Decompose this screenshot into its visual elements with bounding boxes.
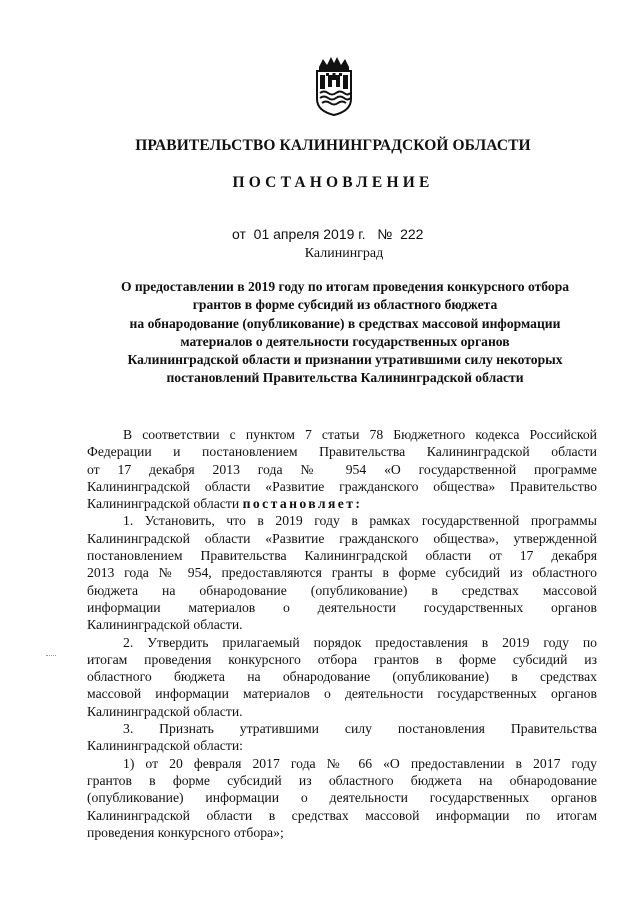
preamble-tail: Калининградской области (87, 496, 240, 512)
body-line: от 17 декабря 2013 года № 954 «О государственной программе (87, 461, 597, 477)
date-prefix: от (232, 226, 246, 242)
document-number: 222 (400, 226, 424, 242)
document-date-number (232, 226, 423, 242)
subject-line: на обнародование (опубликование) в средствах массовой информации (129, 315, 561, 331)
body-line: Калининградской области. (87, 617, 243, 633)
body-line: Калининградской области в средствах массовой информации по итогам (87, 807, 597, 823)
body-line: Калининградской области. (87, 703, 243, 719)
document-date: 01 апреля 2019 г. (253, 226, 366, 242)
body-line: информации материалов о деятельности государственных органов (87, 599, 597, 615)
document-type: ПОСТАНОВЛЕНИЕ (232, 174, 434, 191)
body-line: 2013 года № 954, предоставляются гранты в форме субсидий из областного (87, 565, 597, 581)
body-line: грантов в форме субсидий из областного бюджета на обнародование (87, 772, 597, 788)
resolves-keyword: постановляет: (242, 496, 363, 512)
margin-mark (46, 655, 56, 657)
subject-line: грантов в форме субсидий из областного бюджета (192, 297, 498, 313)
body-line: массовой информации материалов о деятельности государственных органов (87, 686, 597, 702)
body-line: Калининградской области «Развитие гражданского общества» Правительство (87, 478, 597, 494)
document-subject (80, 278, 610, 388)
body-line: бюджета на обнародование (опубликование) в средствах массовой (87, 582, 597, 598)
body-line: проведения конкурсного отбора»; (87, 824, 284, 840)
subject-line: материалов о деятельности государственных органов (180, 333, 510, 349)
kaliningrad-coat-of-arms-icon (311, 55, 357, 117)
body-line: (опубликование) информации о деятельности государственных органов (87, 790, 597, 806)
body-line: областного бюджета на обнародование (опубликование) в средствах (87, 669, 597, 685)
body-line: 1) от 20 февраля 2017 года № 66 «О предоставлении в 2017 году (123, 755, 597, 771)
body-line: Калининградской области «Развитие гражданского общества», утвержденной (87, 530, 597, 546)
document-body (87, 426, 597, 841)
body-line: В соответствии с пунктом 7 статьи 78 Бюджетного кодекса Российской (123, 427, 597, 442)
body-line (87, 495, 597, 512)
body-line: итогам проведения конкурсного отбора грантов в форме субсидий из (87, 651, 597, 667)
city-name: Калининград (304, 246, 384, 261)
body-line: 2. Утвердить прилагаемый порядок предоставления в 2019 году по (123, 634, 597, 650)
body-line: Федерации и постановлением Правительства Калининградской области (87, 444, 597, 460)
body-line: постановлением Правительства Калининградской области от 17 декабря (87, 548, 597, 564)
body-line: Калининградской области: (87, 738, 243, 754)
subject-line: постановлений Правительства Калининградской области (166, 370, 524, 386)
body-line: 3. Признать утратившими силу постановления Правительства (123, 721, 597, 737)
body-line: 1. Установить, что в 2019 году в рамках государственной программы (123, 513, 597, 529)
government-title: ПРАВИТЕЛЬСТВО КАЛИНИНГРАДСКОЙ ОБЛАСТИ (135, 137, 531, 154)
subject-line: Калининградской области и признании утратившими силу некоторых (127, 352, 563, 368)
number-sign: № (377, 226, 393, 242)
subject-line: О предоставлении в 2019 году по итогам проведения конкурсного отбора (120, 279, 570, 294)
